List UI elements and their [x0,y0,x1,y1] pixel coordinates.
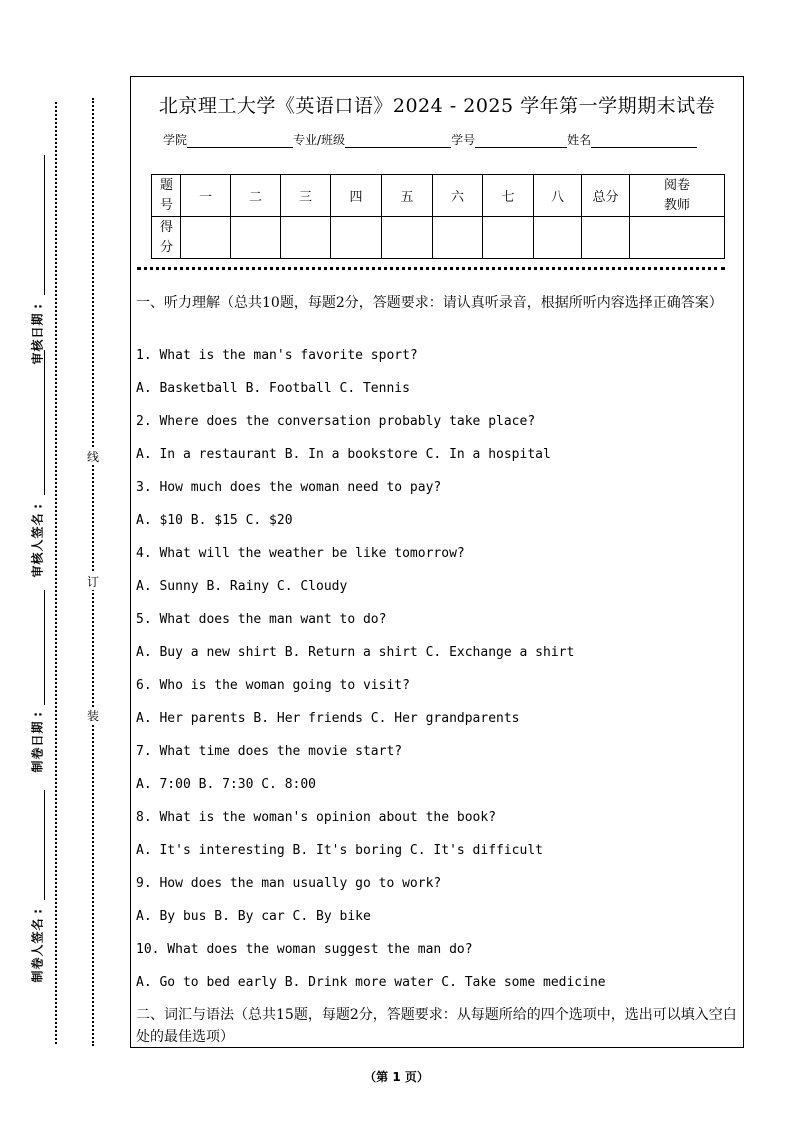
col-header: 五 [382,175,433,217]
maker-sign-label: 制 卷 人 签 名 : [30,909,45,983]
section1-heading: 一、听力理解（总共10题，每题2分，答题要求：请认真听录音，根据所听内容选择正确答案） [136,295,723,311]
col-header: 阅卷教师 [630,175,725,217]
question-options: A. 7:00 B. 7:30 C. 8:00 [136,777,317,792]
col-header: 六 [433,175,483,217]
college-field[interactable] [187,135,293,148]
question-text: 2. Where does the conversation probably take place? [136,414,536,429]
question-options: A. It's interesting B. It's boring C. It's difficult [136,843,543,858]
major-class-label: 专业/班级 [293,133,346,147]
score-cell[interactable] [331,217,382,259]
question-text: 8. What is the woman's opinion about the book? [136,810,497,825]
score-table-header-row [152,175,725,217]
make-date-line [44,590,45,705]
score-cell[interactable] [181,217,231,259]
binding-mark-bind: 装 [84,707,102,724]
binding-dotted-line [92,98,94,1046]
question-text: 10. What does the woman suggest the man do? [136,942,473,957]
question-text: 3. How much does the woman need to pay? [136,480,442,495]
section2-heading: 二、词汇与语法（总共15题，每题2分，答题要求：从每题所给的四个选项中，选出可以填入空白处的最佳选项） [136,1007,737,1045]
exam-content [136,292,740,1045]
major-class-field[interactable] [345,135,451,148]
score-table-score-row [152,217,725,259]
question-options: A. Buy a new shirt B. Return a shirt C. Exchange a shirt [136,645,575,660]
score-cell[interactable] [433,217,483,259]
question-text: 4. What will the weather be like tomorrow? [136,546,465,561]
student-info-row [163,131,697,148]
question-options: A. Her parents B. Her friends C. Her grandparents [136,711,520,726]
question-text: 9. How does the man usually go to work? [136,876,442,891]
exam-frame [130,76,744,1048]
question-options: A. Go to bed early B. Drink more water C. Take some medicine [136,975,606,990]
score-cell[interactable] [582,217,630,259]
col-header: 一 [181,175,231,217]
col-header: 总分 [582,175,630,217]
exam-title: 北京理工大学《英语口语》2024 - 2025 学年第一学期期末试卷 [158,95,716,117]
score-cell[interactable] [231,217,281,259]
review-date-line [44,155,45,295]
question-options: A. In a restaurant B. In a bookstore C. In a hospital [136,447,551,462]
question-options: A. $10 B. $15 C. $20 [136,513,293,528]
page-number: （第 1 页） [364,1070,429,1084]
question-options: A. Sunny B. Rainy C. Cloudy [136,579,348,594]
col-header: 八 [534,175,582,217]
binding-mark-line: 线 [84,448,102,465]
student-id-label: 学号 [451,133,476,147]
reviewer-sign-label: 审 核 人 签 名 : [30,504,45,578]
maker-sign-line [44,790,45,900]
college-label: 学院 [163,133,188,147]
review-date-label: 审 核 日 期 : [30,304,45,365]
question-text: 7. What time does the movie start? [136,744,403,759]
margin-dotted-line [55,102,57,1044]
row-label-score: 得分 [152,217,181,259]
name-field[interactable] [591,135,697,148]
score-cell[interactable] [630,217,725,259]
score-cell[interactable] [534,217,582,259]
question-text: 5. What does the man want to do? [136,612,387,627]
question-text: 1. What is the man's favorite sport? [136,348,418,363]
reviewer-sign-line [44,350,45,495]
binding-mark-staple: 订 [84,573,102,590]
col-header: 七 [483,175,534,217]
question-options: A. Basketball B. Football C. Tennis [136,381,410,396]
make-date-label: 制 卷 日 期 : [30,712,45,773]
row-label-question-no: 题号 [152,175,181,217]
student-id-field[interactable] [475,135,567,148]
score-cell[interactable] [483,217,534,259]
score-cell[interactable] [382,217,433,259]
score-table [151,174,725,259]
col-header: 二 [231,175,281,217]
question-text: 6. Who is the woman going to visit? [136,678,410,693]
col-header: 三 [281,175,331,217]
header-separator [137,267,725,270]
score-cell[interactable] [281,217,331,259]
question-options: A. By bus B. By car C. By bike [136,909,371,924]
name-label: 姓名 [567,133,592,147]
col-header: 四 [331,175,382,217]
